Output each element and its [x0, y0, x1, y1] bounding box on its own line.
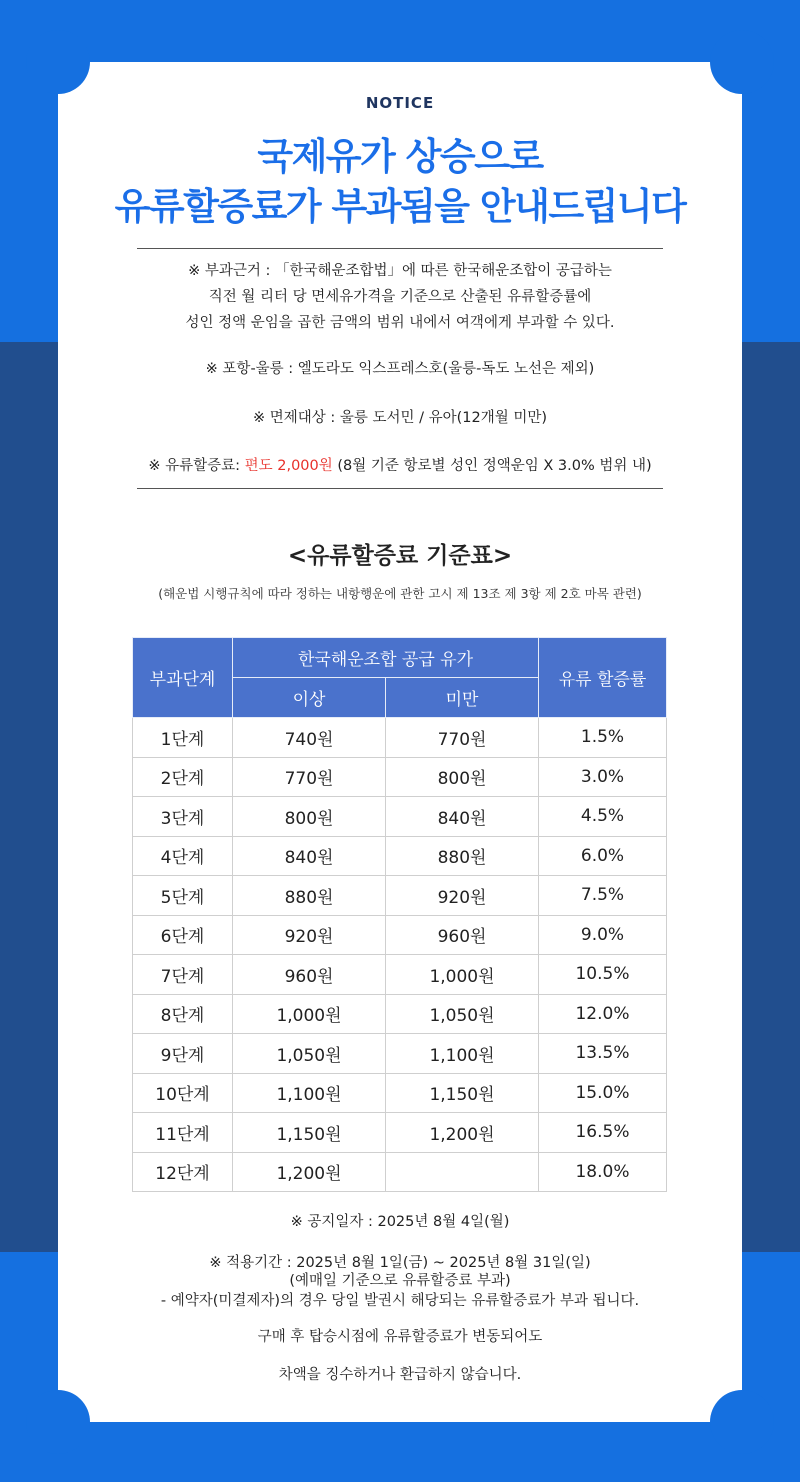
cell-max: 1,200원 [386, 1113, 539, 1153]
cell-max: 770원 [386, 718, 539, 758]
cell-min: 800원 [233, 797, 386, 837]
table-row [133, 1073, 667, 1113]
change-note-1: 구매 후 탑승시점에 유류할증료가 변동되어도 [257, 1329, 543, 1345]
cell-stage: 6단계 [133, 915, 233, 955]
title-line-1: 국제유가 상승으로 [257, 135, 543, 178]
card-notch-bottom-right [710, 1390, 774, 1454]
cell-rate: 9.0% [539, 915, 667, 955]
table-body [133, 718, 667, 1192]
header-max: 미만 [386, 678, 539, 718]
page-title [0, 132, 800, 232]
basis-line-1: ※ 부과근거 : 「한국해운조합법」에 따른 한국해운조합이 공급하는 [188, 263, 612, 279]
cell-max: 1,100원 [386, 1034, 539, 1074]
table-subtitle: (해운법 시행규칙에 따라 정하는 내항행운에 관한 고시 제 13조 제 3항 제 2호 마목 관련) [158, 586, 642, 601]
cell-rate: 10.5% [539, 955, 667, 995]
cell-stage: 9단계 [133, 1034, 233, 1074]
header-rate: 유류 할증률 [539, 638, 667, 718]
surcharge-amount: 편도 2,000원 [244, 458, 333, 474]
cell-min: 840원 [233, 836, 386, 876]
cell-stage: 8단계 [133, 994, 233, 1034]
cell-max: 1,000원 [386, 955, 539, 995]
title-line-2: 유류할증료가 부과됨을 안내드립니다 [114, 185, 686, 228]
cell-max: 960원 [386, 915, 539, 955]
cell-stage: 11단계 [133, 1113, 233, 1153]
cell-rate: 6.0% [539, 836, 667, 876]
reservation-note: - 예약자(미결제자)의 경우 당일 발권시 해당되는 유류할증료가 부과 됩니다. [160, 1293, 640, 1309]
cell-min: 1,150원 [233, 1113, 386, 1153]
table-row [133, 797, 667, 837]
cell-max: 1,150원 [386, 1073, 539, 1113]
cell-min: 880원 [233, 876, 386, 916]
period-note: (예매일 기준으로 유류할증료 부과) [289, 1273, 511, 1289]
table-row [133, 915, 667, 955]
cell-stage: 7단계 [133, 955, 233, 995]
cell-stage: 1단계 [133, 718, 233, 758]
table-row [133, 1034, 667, 1074]
apply-period: ※ 적용기간 : 2025년 8월 1일(금) ~ 2025년 8월 31일(일) [209, 1255, 591, 1271]
table-title: <유류할증료 기준표> [287, 543, 513, 569]
route-text: ※ 포항-울릉 : 엘도라도 익스프레스호(울릉-독도 노선은 제외) [205, 361, 595, 377]
basis-text [0, 258, 800, 336]
table-row [133, 836, 667, 876]
table-row [133, 757, 667, 797]
change-note-2: 차액을 징수하거나 환급하지 않습니다. [278, 1367, 522, 1383]
cell-max: 840원 [386, 797, 539, 837]
table-row [133, 955, 667, 995]
cell-rate: 4.5% [539, 797, 667, 837]
table-row [133, 876, 667, 916]
cell-stage: 12단계 [133, 1152, 233, 1192]
basis-line-3: 성인 정액 운임을 곱한 금액의 범위 내에서 여객에게 부과할 수 있다. [185, 315, 615, 331]
card-notch-bottom-left [26, 1390, 90, 1454]
cell-max: 1,050원 [386, 994, 539, 1034]
header-stage: 부과단계 [133, 638, 233, 718]
table-row [133, 994, 667, 1034]
cell-min: 740원 [233, 718, 386, 758]
cell-max: 880원 [386, 836, 539, 876]
surcharge-table [132, 637, 667, 1192]
cell-rate: 16.5% [539, 1113, 667, 1153]
cell-max [386, 1152, 539, 1192]
card-notch-top-left [26, 30, 90, 94]
cell-max: 920원 [386, 876, 539, 916]
cell-max: 800원 [386, 757, 539, 797]
cell-rate: 13.5% [539, 1034, 667, 1074]
cell-stage: 2단계 [133, 757, 233, 797]
table-row [133, 1113, 667, 1153]
divider-bottom [137, 488, 663, 489]
table-row [133, 718, 667, 758]
cell-rate: 12.0% [539, 994, 667, 1034]
cell-min: 1,100원 [233, 1073, 386, 1113]
cell-min: 770원 [233, 757, 386, 797]
basis-line-2: 직전 월 리터 당 면세유가격을 기준으로 산출된 유류할증률에 [208, 289, 592, 305]
cell-rate: 15.0% [539, 1073, 667, 1113]
surcharge-text [0, 453, 800, 479]
surcharge-prefix: ※ 유류할증료: [148, 458, 245, 474]
table-row [133, 1152, 667, 1192]
cell-stage: 4단계 [133, 836, 233, 876]
card-notch-top-right [710, 30, 774, 94]
cell-min: 1,000원 [233, 994, 386, 1034]
exempt-text: ※ 면제대상 : 울릉 도서민 / 유아(12개월 미만) [252, 410, 548, 426]
notice-label: NOTICE [365, 94, 435, 112]
cell-min: 1,050원 [233, 1034, 386, 1074]
divider-top [137, 248, 663, 249]
header-oil-price: 한국해운조합 공급 유가 [233, 638, 539, 678]
cell-min: 1,200원 [233, 1152, 386, 1192]
surcharge-suffix: (8월 기준 항로별 성인 정액운임 X 3.0% 범위 내) [332, 458, 652, 474]
header-min: 이상 [233, 678, 386, 718]
cell-stage: 10단계 [133, 1073, 233, 1113]
cell-min: 960원 [233, 955, 386, 995]
cell-rate: 18.0% [539, 1152, 667, 1192]
cell-rate: 1.5% [539, 718, 667, 758]
notice-date: ※ 공지일자 : 2025년 8월 4일(월) [290, 1214, 510, 1230]
cell-stage: 3단계 [133, 797, 233, 837]
cell-min: 920원 [233, 915, 386, 955]
cell-stage: 5단계 [133, 876, 233, 916]
cell-rate: 3.0% [539, 757, 667, 797]
cell-rate: 7.5% [539, 876, 667, 916]
